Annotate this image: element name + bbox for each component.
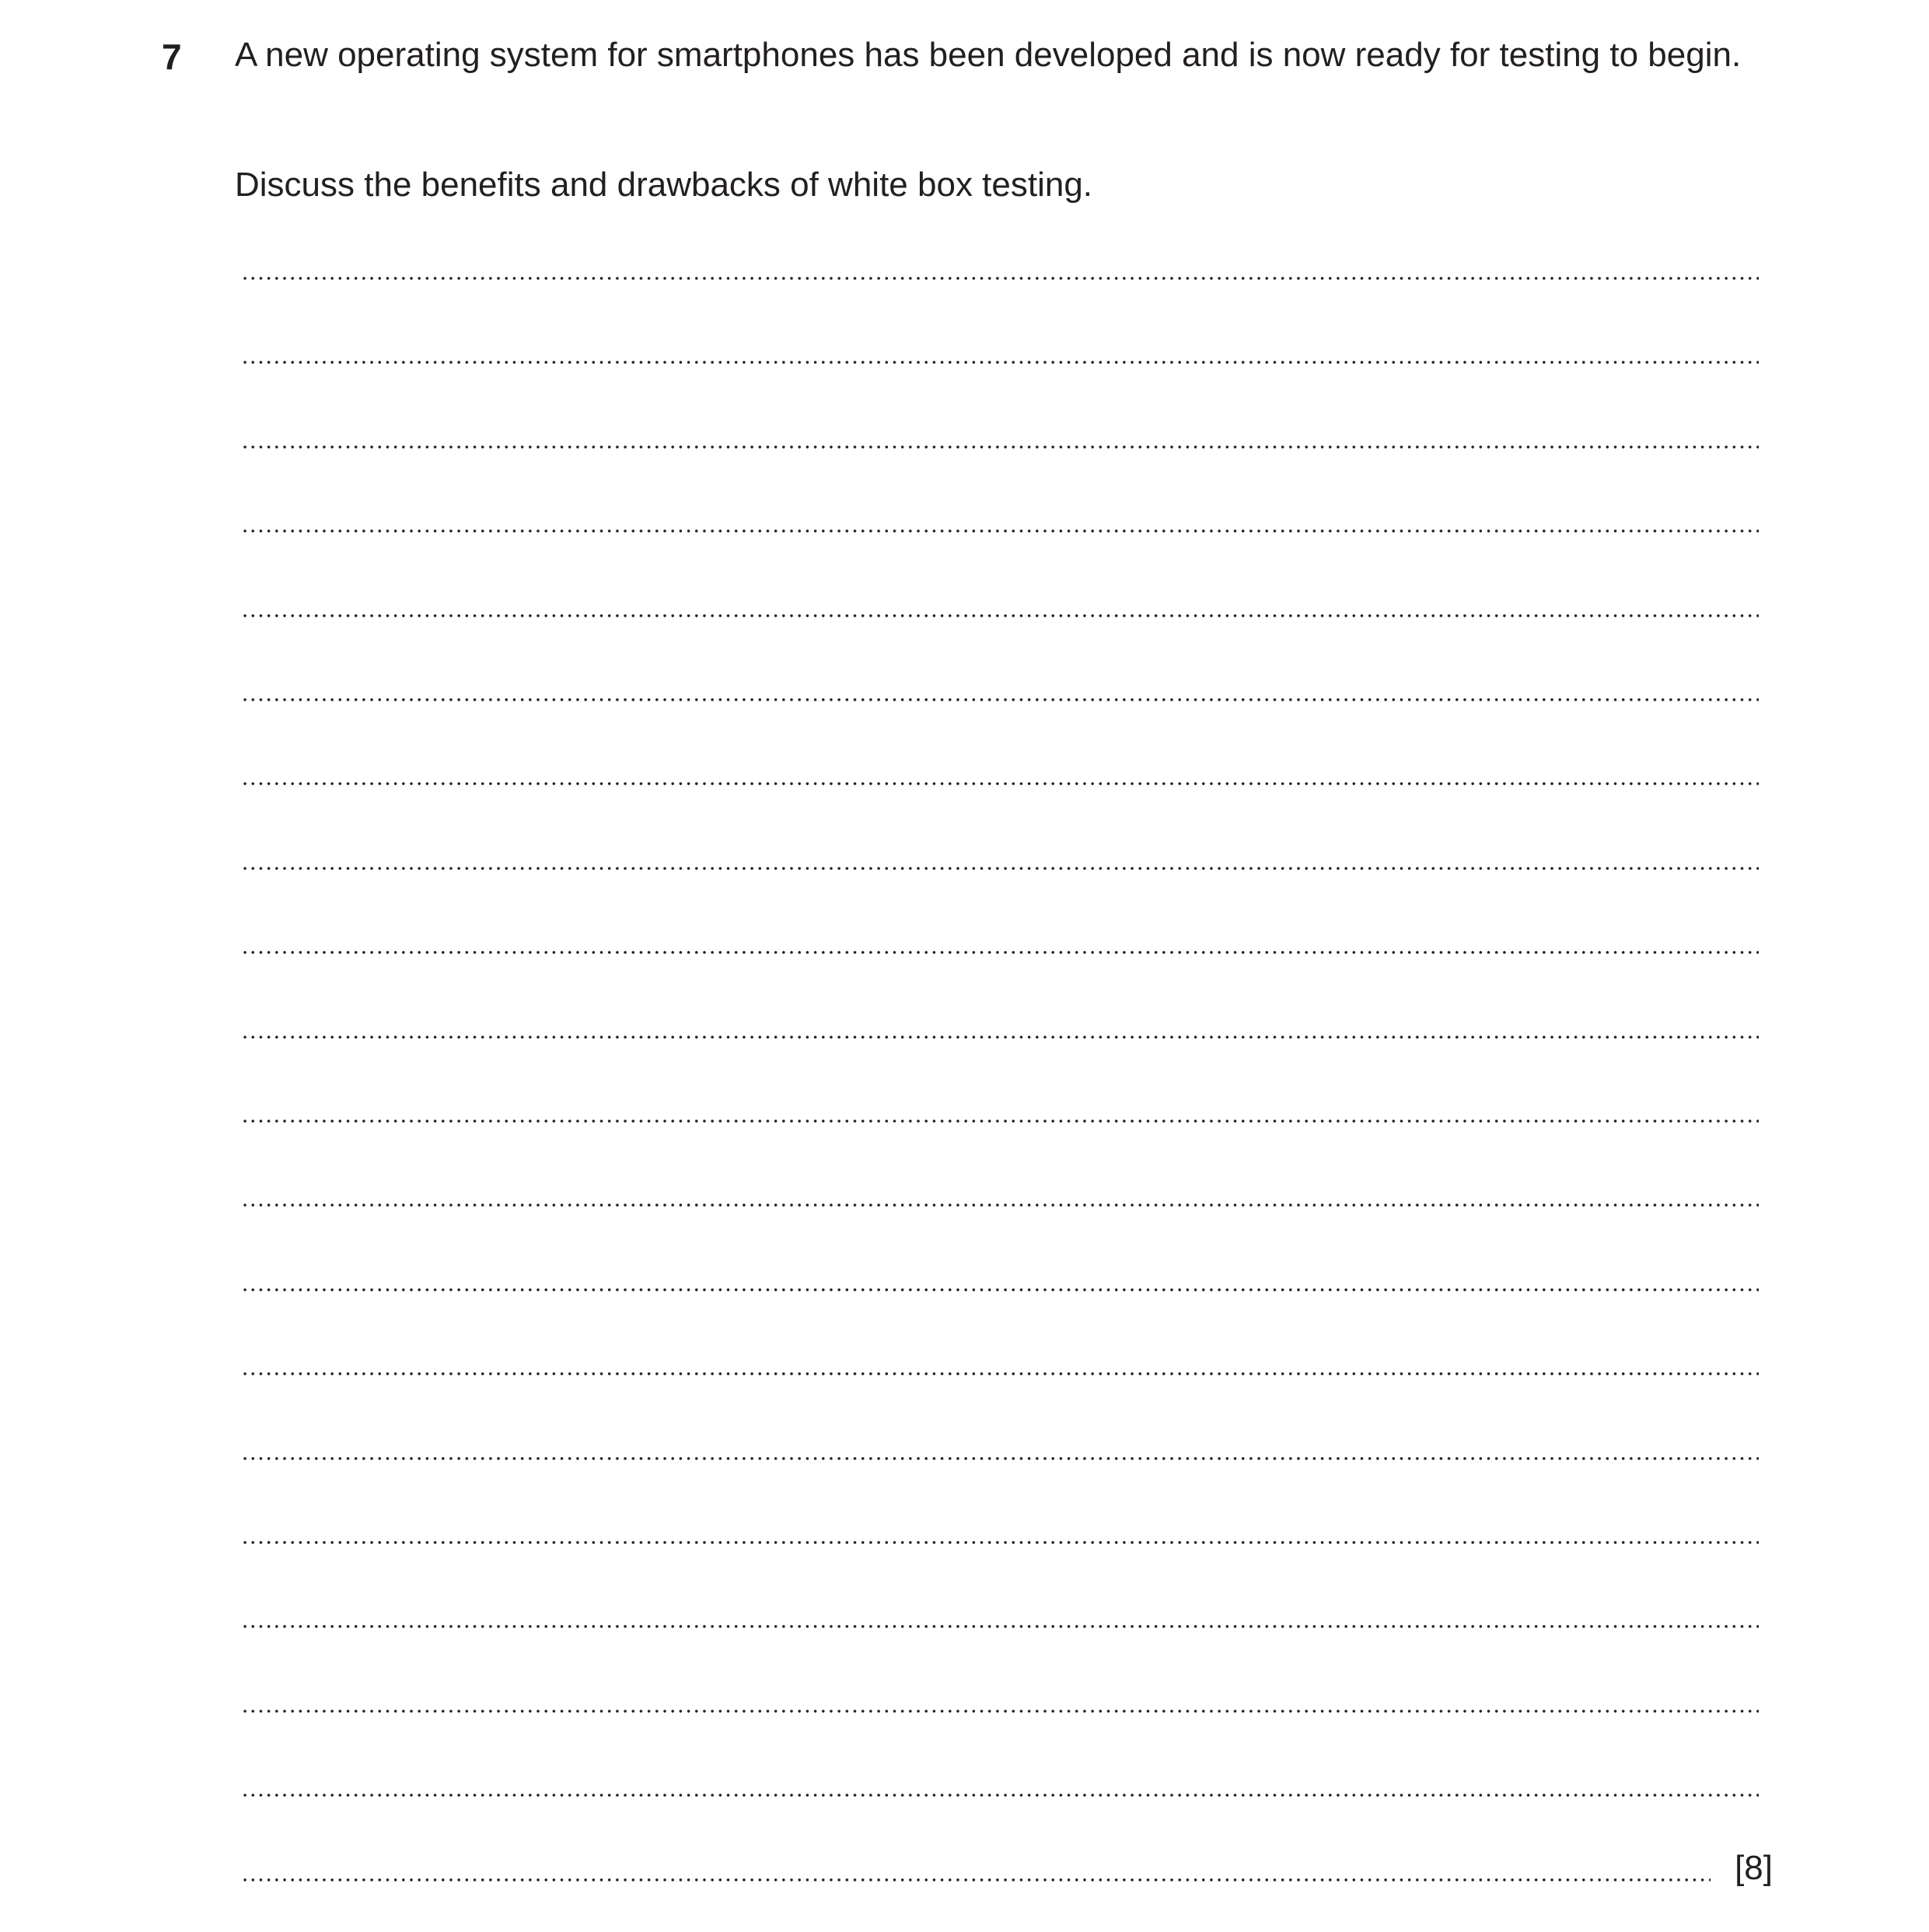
question-number: 7 <box>162 37 182 77</box>
answer-line[interactable] <box>241 614 1759 617</box>
answer-line[interactable] <box>241 1794 1759 1797</box>
answer-line[interactable] <box>241 1710 1759 1713</box>
answer-line[interactable] <box>241 782 1759 785</box>
answer-line[interactable] <box>241 698 1759 701</box>
answer-line[interactable] <box>241 277 1759 280</box>
answer-line[interactable] <box>241 1036 1759 1039</box>
marks-allocation: [8] <box>1735 1849 1773 1887</box>
answer-line[interactable] <box>241 1372 1759 1375</box>
question-stem: A new operating system for smartphones has been developed and is now ready for testing to begin. <box>235 36 1742 74</box>
question-task: Discuss the benefits and drawbacks of white box testing. <box>235 166 1093 204</box>
answer-line[interactable] <box>241 1204 1759 1207</box>
answer-line[interactable] <box>241 1541 1759 1544</box>
answer-line[interactable] <box>241 529 1759 533</box>
answer-line[interactable] <box>241 951 1759 954</box>
answer-line[interactable] <box>241 361 1759 364</box>
answer-line[interactable] <box>241 1120 1759 1123</box>
answer-line[interactable] <box>241 1288 1759 1291</box>
answer-line[interactable] <box>241 445 1759 449</box>
answer-line[interactable] <box>241 1878 1711 1881</box>
answer-area[interactable] <box>241 0 1773 1932</box>
answer-line[interactable] <box>241 1625 1759 1628</box>
answer-line[interactable] <box>241 867 1759 870</box>
answer-line[interactable] <box>241 1457 1759 1460</box>
